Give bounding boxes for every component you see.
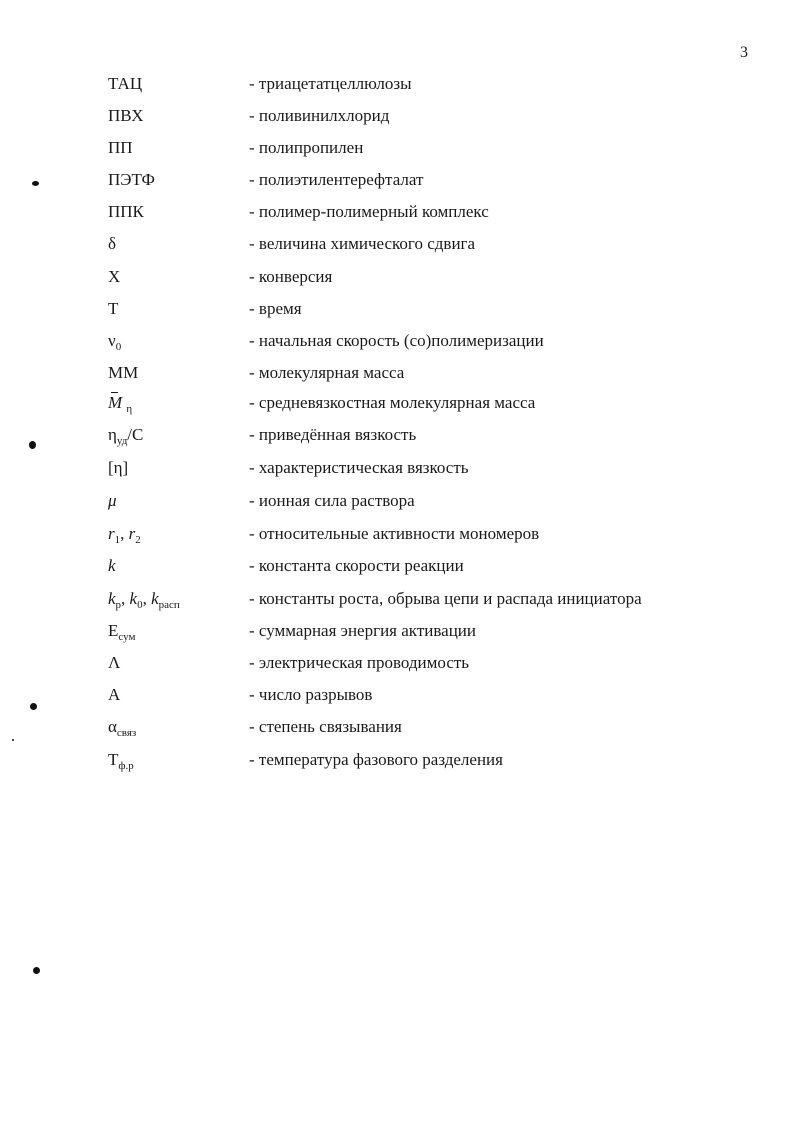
list-item xyxy=(0,587,794,611)
list-item xyxy=(0,423,794,447)
definition: - число разрывов xyxy=(249,685,373,704)
definition: - константы роста, обрыва цепи и распада инициатора xyxy=(249,589,642,608)
definition: - ионная сила раствора xyxy=(249,491,415,510)
definition: - приведённая вязкость xyxy=(249,425,417,444)
page-number: 3 xyxy=(740,44,748,61)
abbreviation: μ xyxy=(108,491,117,510)
list-item xyxy=(0,456,794,480)
abbreviation: ПП xyxy=(108,138,133,157)
list-item xyxy=(0,329,794,353)
list-item xyxy=(0,361,794,385)
list-item xyxy=(0,104,794,128)
abbreviation: ППК xyxy=(108,202,144,221)
definition: - суммарная энергия активации xyxy=(249,621,476,640)
definition: - начальная скорость (со)полимеризации xyxy=(249,331,544,350)
abbreviation: A xyxy=(108,685,121,704)
abbreviation: ММ xyxy=(108,363,139,382)
definition: - величина химического сдвига xyxy=(249,234,476,253)
abbreviation: $r_1$, $r_2$ xyxy=(108,524,141,546)
abbreviation: $\nu_0$ xyxy=(108,331,122,353)
list-item xyxy=(0,200,794,224)
list-item xyxy=(0,232,794,256)
definition: - поливинилхлорид xyxy=(249,106,390,125)
binder-mark xyxy=(12,739,14,741)
list-item xyxy=(0,748,794,772)
abbreviation: T xyxy=(108,299,119,318)
definition: - триацетатцеллюлозы xyxy=(249,74,412,93)
abbreviation: ПЭТФ xyxy=(108,170,155,189)
abbreviation: X xyxy=(108,267,121,286)
definition: - относительные активности мономеров xyxy=(249,524,540,543)
list-item xyxy=(0,168,794,192)
abbreviation: $\eta_{уд}/С$ xyxy=(108,425,144,447)
list-item xyxy=(0,651,794,675)
abbreviation: $\alpha_{связ}$ xyxy=(108,717,137,739)
definition: - молекулярная масса xyxy=(249,363,405,382)
definition: - температура фазового разделения xyxy=(249,750,503,769)
binder-mark xyxy=(32,181,39,186)
abbreviation: δ xyxy=(108,234,117,253)
abbreviation: M $_\eta$ xyxy=(108,393,133,415)
list-item xyxy=(0,619,794,643)
definition: - средневязкостная молекулярная масса xyxy=(249,393,536,412)
abbreviation: ПВХ xyxy=(108,106,144,125)
binder-mark xyxy=(29,441,36,449)
definition: - характеристическая вязкость xyxy=(249,458,469,477)
abbreviation: $T_{ф.р}$ xyxy=(108,750,134,772)
abbreviation: $E_{сум}$ xyxy=(108,621,136,643)
list-item xyxy=(0,136,794,160)
list-item xyxy=(0,391,794,415)
binder-mark xyxy=(33,967,40,974)
list-item xyxy=(0,522,794,546)
definition: - полипропилен xyxy=(249,138,364,157)
binder-mark xyxy=(30,703,37,710)
definition: - полиэтилентерефталат xyxy=(249,170,424,189)
definition: - константа скорости реакции xyxy=(249,556,464,575)
list-item xyxy=(0,715,794,739)
list-item xyxy=(0,683,794,707)
abbreviation: $k_р$, $k_0$, $k_{расп}$ xyxy=(108,589,180,611)
list-item xyxy=(0,265,794,289)
definition: - степень связывания xyxy=(249,717,402,736)
abbreviation: [η] xyxy=(108,458,129,477)
list-item xyxy=(0,72,794,96)
definition: - конверсия xyxy=(249,267,333,286)
definition: - электрическая проводимость xyxy=(249,653,470,672)
list-item xyxy=(0,297,794,321)
abbreviation: k xyxy=(108,556,116,575)
abbreviation: Λ xyxy=(108,653,121,672)
definition: - время xyxy=(249,299,302,318)
list-item xyxy=(0,489,794,513)
definition: - полимер-полимерный комплекс xyxy=(249,202,489,221)
list-item xyxy=(0,554,794,578)
abbreviation: ТАЦ xyxy=(108,74,143,93)
